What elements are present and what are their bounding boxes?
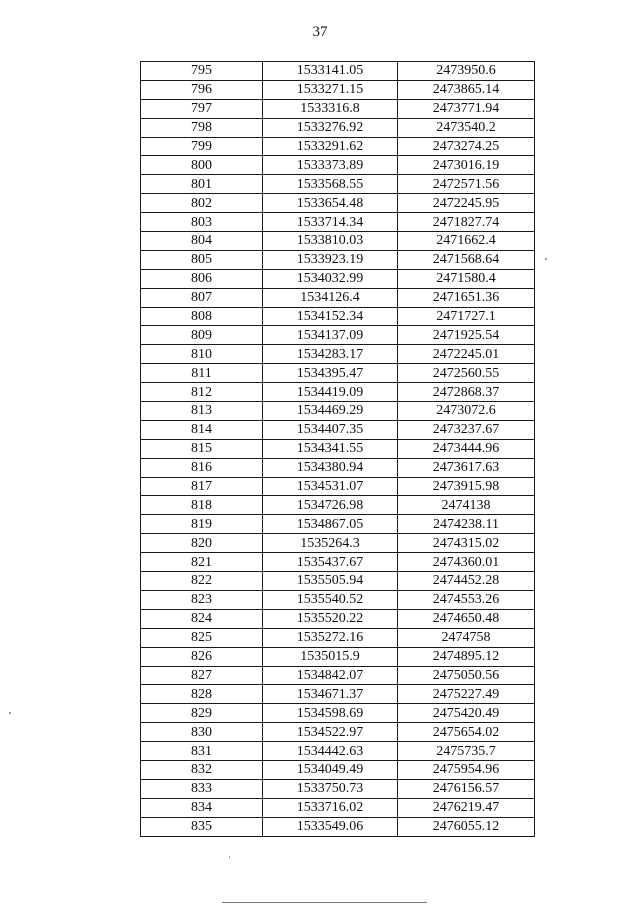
- x-coordinate-cell: 1535437.67: [263, 553, 398, 572]
- point-number-cell: 822: [141, 572, 263, 591]
- point-number-cell: 816: [141, 458, 263, 477]
- table-row: [141, 553, 535, 572]
- table-row: [141, 194, 535, 213]
- x-coordinate-cell: 1534842.07: [263, 666, 398, 685]
- point-number-cell: 830: [141, 723, 263, 742]
- point-number-cell: 809: [141, 326, 263, 345]
- coordinates-table: [140, 61, 535, 837]
- y-coordinate-cell: 2472560.55: [398, 364, 535, 383]
- x-coordinate-cell: 1534395.47: [263, 364, 398, 383]
- point-number-cell: 807: [141, 288, 263, 307]
- table-row: [141, 383, 535, 402]
- x-coordinate-cell: 1534522.97: [263, 723, 398, 742]
- y-coordinate-cell: 2473237.67: [398, 420, 535, 439]
- table-row: [141, 572, 535, 591]
- scan-speck: [9, 712, 11, 714]
- y-coordinate-cell: 2474758: [398, 628, 535, 647]
- y-coordinate-cell: 2473072.6: [398, 402, 535, 421]
- y-coordinate-cell: 2471925.54: [398, 326, 535, 345]
- point-number-cell: 801: [141, 175, 263, 194]
- x-coordinate-cell: 1534867.05: [263, 515, 398, 534]
- y-coordinate-cell: 2471568.64: [398, 250, 535, 269]
- table-row: [141, 269, 535, 288]
- table-row: [141, 439, 535, 458]
- table-row: [141, 307, 535, 326]
- table-row: [141, 779, 535, 798]
- point-number-cell: 805: [141, 250, 263, 269]
- y-coordinate-cell: 2473540.2: [398, 118, 535, 137]
- table-row: [141, 175, 535, 194]
- x-coordinate-cell: 1534049.49: [263, 760, 398, 779]
- point-number-cell: 832: [141, 760, 263, 779]
- table-row: [141, 156, 535, 175]
- table-row: [141, 760, 535, 779]
- x-coordinate-cell: 1534419.09: [263, 383, 398, 402]
- x-coordinate-cell: 1533316.8: [263, 99, 398, 118]
- y-coordinate-cell: 2472571.56: [398, 175, 535, 194]
- point-number-cell: 833: [141, 779, 263, 798]
- x-coordinate-cell: 1533373.89: [263, 156, 398, 175]
- table-row: [141, 250, 535, 269]
- x-coordinate-cell: 1533923.19: [263, 250, 398, 269]
- table-row: [141, 647, 535, 666]
- y-coordinate-cell: 2474650.48: [398, 609, 535, 628]
- x-coordinate-cell: 1533276.92: [263, 118, 398, 137]
- x-coordinate-cell: 1533810.03: [263, 232, 398, 251]
- scan-speck: [545, 258, 547, 260]
- table-row: [141, 288, 535, 307]
- table-row: [141, 704, 535, 723]
- point-number-cell: 826: [141, 647, 263, 666]
- point-number-cell: 815: [141, 439, 263, 458]
- x-coordinate-cell: 1534152.34: [263, 307, 398, 326]
- point-number-cell: 834: [141, 798, 263, 817]
- x-coordinate-cell: 1533714.34: [263, 213, 398, 232]
- point-number-cell: 804: [141, 232, 263, 251]
- x-coordinate-cell: 1533141.05: [263, 62, 398, 81]
- table-row: [141, 628, 535, 647]
- point-number-cell: 821: [141, 553, 263, 572]
- x-coordinate-cell: 1534469.29: [263, 402, 398, 421]
- point-number-cell: 818: [141, 496, 263, 515]
- table-row: [141, 137, 535, 156]
- point-number-cell: 835: [141, 817, 263, 836]
- x-coordinate-cell: 1535540.52: [263, 590, 398, 609]
- table-row: [141, 326, 535, 345]
- table-row: [141, 798, 535, 817]
- x-coordinate-cell: 1534671.37: [263, 685, 398, 704]
- point-number-cell: 802: [141, 194, 263, 213]
- table-row: [141, 477, 535, 496]
- y-coordinate-cell: 2472245.95: [398, 194, 535, 213]
- table-row: [141, 232, 535, 251]
- point-number-cell: 806: [141, 269, 263, 288]
- y-coordinate-cell: 2474315.02: [398, 534, 535, 553]
- x-coordinate-cell: 1533271.15: [263, 80, 398, 99]
- y-coordinate-cell: 2471580.4: [398, 269, 535, 288]
- table-row: [141, 723, 535, 742]
- table-row: [141, 515, 535, 534]
- y-coordinate-cell: 2475227.49: [398, 685, 535, 704]
- point-number-cell: 808: [141, 307, 263, 326]
- table-row: [141, 420, 535, 439]
- x-coordinate-cell: 1534032.99: [263, 269, 398, 288]
- x-coordinate-cell: 1535505.94: [263, 572, 398, 591]
- y-coordinate-cell: 2472868.37: [398, 383, 535, 402]
- y-coordinate-cell: 2474138: [398, 496, 535, 515]
- point-number-cell: 828: [141, 685, 263, 704]
- x-coordinate-cell: 1533291.62: [263, 137, 398, 156]
- scan-speck: [229, 856, 230, 858]
- point-number-cell: 795: [141, 62, 263, 81]
- x-coordinate-cell: 1533750.73: [263, 779, 398, 798]
- table-row: [141, 364, 535, 383]
- point-number-cell: 798: [141, 118, 263, 137]
- point-number-cell: 796: [141, 80, 263, 99]
- page-number: 37: [312, 24, 328, 40]
- scan-line: [222, 902, 427, 903]
- table-row: [141, 345, 535, 364]
- y-coordinate-cell: 2475050.56: [398, 666, 535, 685]
- table-row: [141, 609, 535, 628]
- y-coordinate-cell: 2474895.12: [398, 647, 535, 666]
- x-coordinate-cell: 1535015.9: [263, 647, 398, 666]
- x-coordinate-cell: 1533716.02: [263, 798, 398, 817]
- y-coordinate-cell: 2473865.14: [398, 80, 535, 99]
- y-coordinate-cell: 2475954.96: [398, 760, 535, 779]
- y-coordinate-cell: 2471727.1: [398, 307, 535, 326]
- table-row: [141, 458, 535, 477]
- y-coordinate-cell: 2471827.74: [398, 213, 535, 232]
- y-coordinate-cell: 2476156.57: [398, 779, 535, 798]
- point-number-cell: 814: [141, 420, 263, 439]
- x-coordinate-cell: 1534531.07: [263, 477, 398, 496]
- y-coordinate-cell: 2476219.47: [398, 798, 535, 817]
- y-coordinate-cell: 2473950.6: [398, 62, 535, 81]
- table-row: [141, 118, 535, 137]
- table-row: [141, 213, 535, 232]
- x-coordinate-cell: 1535272.16: [263, 628, 398, 647]
- y-coordinate-cell: 2473274.25: [398, 137, 535, 156]
- y-coordinate-cell: 2471662.4: [398, 232, 535, 251]
- point-number-cell: 800: [141, 156, 263, 175]
- y-coordinate-cell: 2473617.63: [398, 458, 535, 477]
- y-coordinate-cell: 2474452.28: [398, 572, 535, 591]
- x-coordinate-cell: 1535520.22: [263, 609, 398, 628]
- y-coordinate-cell: 2475735.7: [398, 742, 535, 761]
- table-row: [141, 666, 535, 685]
- point-number-cell: 799: [141, 137, 263, 156]
- point-number-cell: 831: [141, 742, 263, 761]
- table-row: [141, 99, 535, 118]
- y-coordinate-cell: 2475654.02: [398, 723, 535, 742]
- point-number-cell: 811: [141, 364, 263, 383]
- x-coordinate-cell: 1534442.63: [263, 742, 398, 761]
- y-coordinate-cell: 2473444.96: [398, 439, 535, 458]
- table-row: [141, 80, 535, 99]
- point-number-cell: 812: [141, 383, 263, 402]
- table-row: [141, 817, 535, 836]
- point-number-cell: 819: [141, 515, 263, 534]
- point-number-cell: 810: [141, 345, 263, 364]
- x-coordinate-cell: 1534726.98: [263, 496, 398, 515]
- x-coordinate-cell: 1535264.3: [263, 534, 398, 553]
- point-number-cell: 820: [141, 534, 263, 553]
- table-row: [141, 496, 535, 515]
- point-number-cell: 803: [141, 213, 263, 232]
- point-number-cell: 824: [141, 609, 263, 628]
- table-row: [141, 590, 535, 609]
- x-coordinate-cell: 1534126.4: [263, 288, 398, 307]
- y-coordinate-cell: 2473016.19: [398, 156, 535, 175]
- y-coordinate-cell: 2476055.12: [398, 817, 535, 836]
- coordinates-table-body: [141, 62, 535, 837]
- point-number-cell: 827: [141, 666, 263, 685]
- x-coordinate-cell: 1534137.09: [263, 326, 398, 345]
- x-coordinate-cell: 1533549.06: [263, 817, 398, 836]
- x-coordinate-cell: 1534407.35: [263, 420, 398, 439]
- y-coordinate-cell: 2472245.01: [398, 345, 535, 364]
- point-number-cell: 823: [141, 590, 263, 609]
- point-number-cell: 817: [141, 477, 263, 496]
- table-row: [141, 534, 535, 553]
- x-coordinate-cell: 1534283.17: [263, 345, 398, 364]
- point-number-cell: 813: [141, 402, 263, 421]
- point-number-cell: 829: [141, 704, 263, 723]
- y-coordinate-cell: 2471651.36: [398, 288, 535, 307]
- y-coordinate-cell: 2473771.94: [398, 99, 535, 118]
- x-coordinate-cell: 1534380.94: [263, 458, 398, 477]
- table-row: [141, 62, 535, 81]
- y-coordinate-cell: 2474238.11: [398, 515, 535, 534]
- y-coordinate-cell: 2473915.98: [398, 477, 535, 496]
- y-coordinate-cell: 2474553.26: [398, 590, 535, 609]
- y-coordinate-cell: 2474360.01: [398, 553, 535, 572]
- x-coordinate-cell: 1534341.55: [263, 439, 398, 458]
- x-coordinate-cell: 1533654.48: [263, 194, 398, 213]
- point-number-cell: 825: [141, 628, 263, 647]
- x-coordinate-cell: 1534598.69: [263, 704, 398, 723]
- y-coordinate-cell: 2475420.49: [398, 704, 535, 723]
- table-row: [141, 742, 535, 761]
- x-coordinate-cell: 1533568.55: [263, 175, 398, 194]
- table-row: [141, 402, 535, 421]
- point-number-cell: 797: [141, 99, 263, 118]
- table-row: [141, 685, 535, 704]
